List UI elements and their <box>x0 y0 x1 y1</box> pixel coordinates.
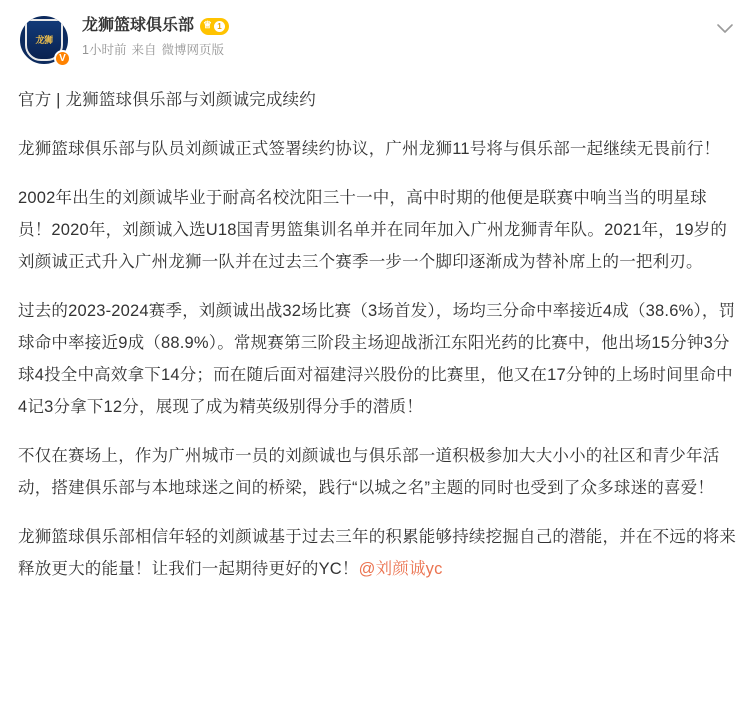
post-header <box>18 12 737 66</box>
source-link[interactable]: 微博网页版 <box>161 43 224 57</box>
post-paragraph: 不仅在赛场上，作为广州城市一员的刘颜诚也与俱乐部一道积极参加大大小小的社区和青少年活动，搭建俱乐部与本地球迷之间的桥梁，践行“以城之名”主题的同时也受到了众多球迷的喜爱！ <box>18 447 720 497</box>
author-name[interactable]: 龙狮篮球俱乐部 <box>82 17 195 34</box>
post-meta <box>82 41 737 59</box>
post-title: 官方 | 龙狮篮球俱乐部与刘颜诚完成续约 <box>18 91 316 109</box>
source-label: 来自 <box>131 43 157 57</box>
post-time[interactable]: 1小时前 <box>82 43 127 57</box>
team-crest-icon: 龙狮 <box>25 19 63 61</box>
paragraph-text: 龙狮篮球俱乐部相信年轻的刘颜诚基于过去三年的积累能够持续挖掘自己的潜能，并在不远的将来释放更大的能量！让我们一起期待更好的YC！ <box>18 528 737 578</box>
vip-level: 1 <box>214 21 225 32</box>
author-name-row <box>82 15 737 37</box>
post-content <box>18 84 737 585</box>
avatar[interactable] <box>18 14 70 66</box>
post-paragraph: 龙狮篮球俱乐部与队员刘颜诚正式签署续约协议，广州龙狮11号将与俱乐部一起继续无畏前行！ <box>18 140 721 158</box>
vip-badge[interactable] <box>200 18 229 35</box>
user-mention-link[interactable]: @刘颜诚yc <box>358 560 443 578</box>
post-paragraph: 2002年出生的刘颜诚毕业于耐高名校沈阳三十一中，高中时期的他便是联赛中响当当的明星球员！2020年，刘颜诚入选U18国青男篮集训名单并在同年加入广州龙狮青年队。2021年，19岁的刘颜诚正式升入广州龙狮一队并在过去三个赛季一步一个脚印逐渐成为替补席上的一把利刃。 <box>18 189 728 271</box>
post-paragraph-final <box>18 521 737 585</box>
author-info <box>82 12 737 59</box>
crown-icon: ♕ <box>203 20 212 31</box>
chevron-down-icon[interactable] <box>713 16 737 40</box>
verified-badge-icon: V <box>54 50 71 67</box>
post-paragraph: 过去的2023-2024赛季，刘颜诚出战32场比赛（3场首发），场均三分命中率接近4成（38.6%），罚球命中率接近9成（88.9%）。常规赛第三阶段主场迎战浙江东阳光药的比赛中，他出场15分钟3分球4投全中高效拿下14分；而在随后面对福建浔兴股份的比赛里，他又在17分钟的上场时间里命中4记3分拿下12分，展现了成为精英级别得分手的潜质！ <box>18 302 736 416</box>
